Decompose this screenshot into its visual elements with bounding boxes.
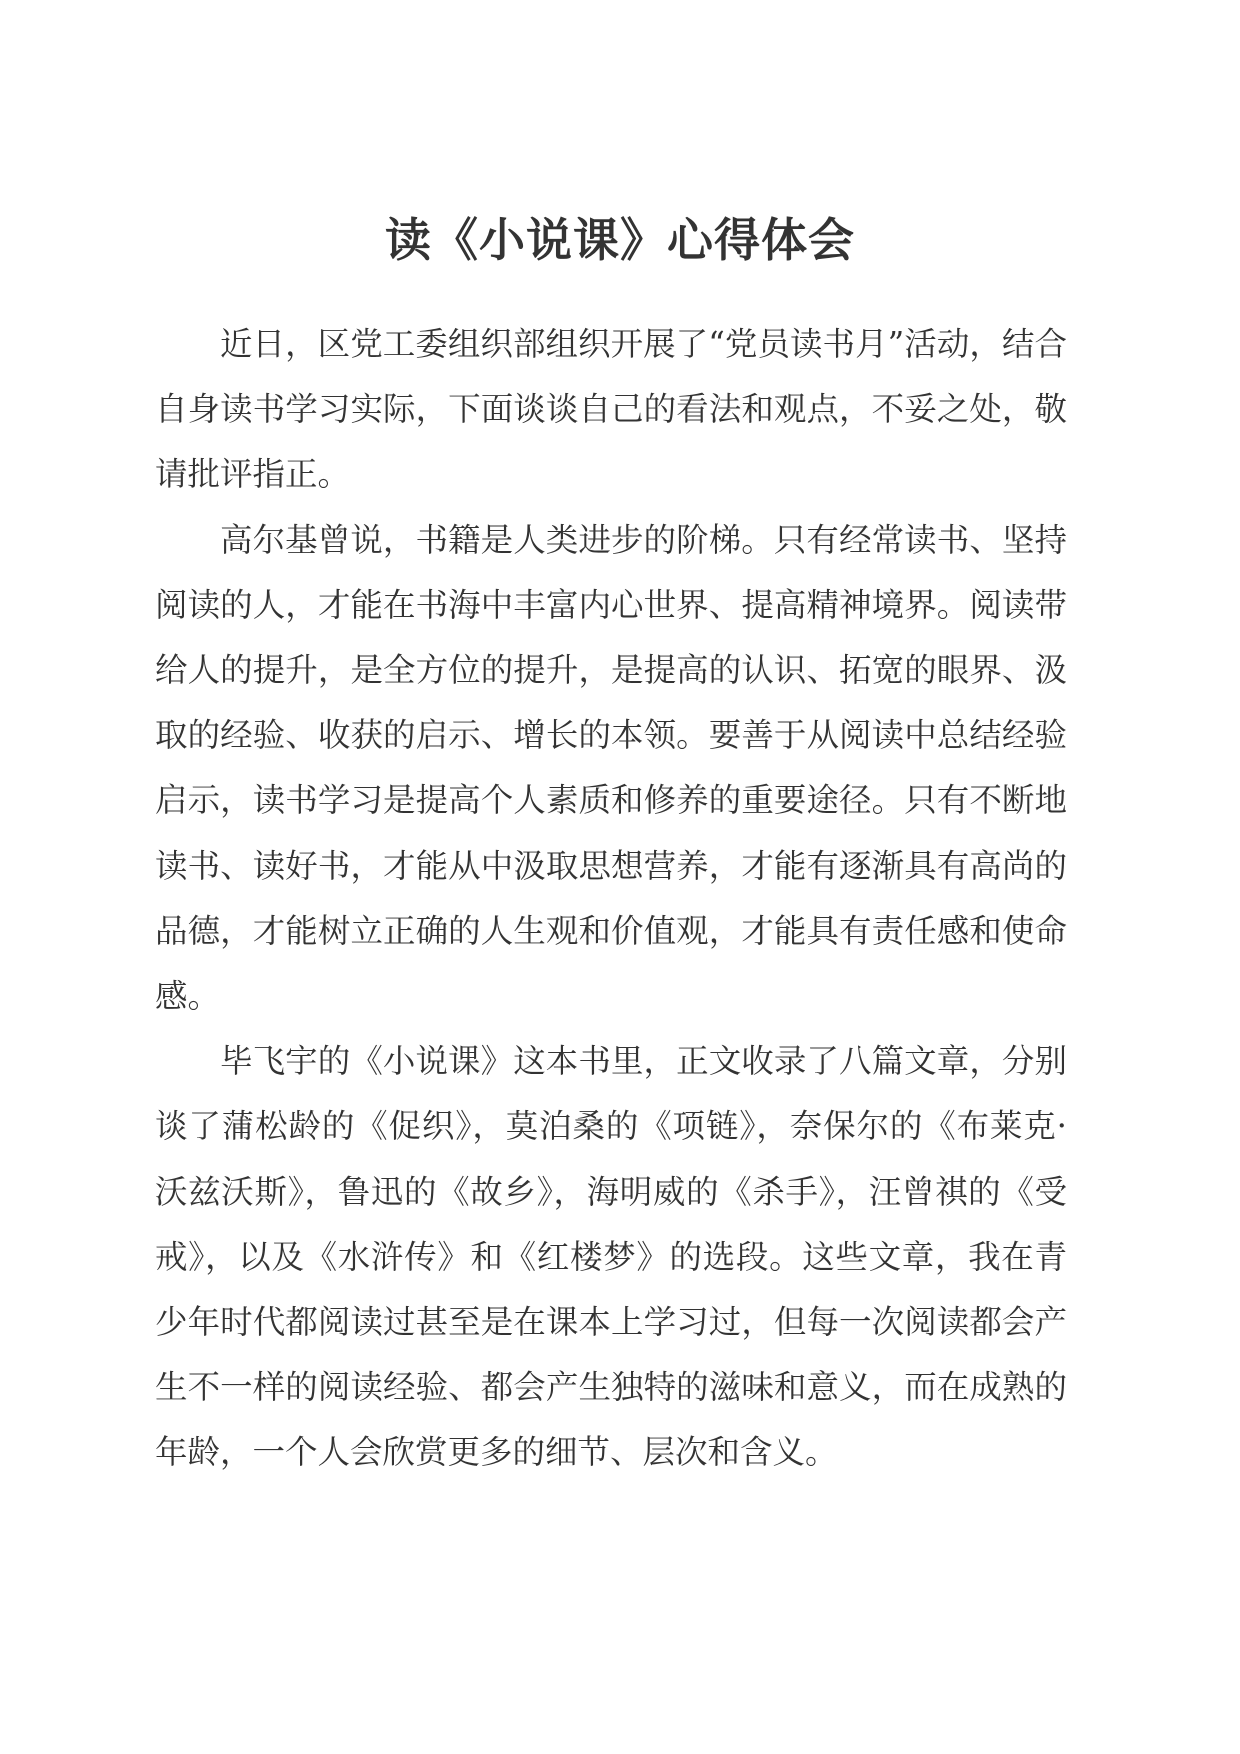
document-body <box>155 312 1067 1486</box>
paragraph-gorky-quote: 高尔基曾说，书籍是人类进步的阶梯。只有经常读书、坚持阅读的人，才能在书海中丰富内心世界、提高精神境界。阅读带给人的提升，是全方位的提升，是提高的认识、拓宽的眼界、汲取的经验、收获的启示、增长的本领。要善于从阅读中总结经验启示，读书学习是提高个人素质和修养的重要途径。只有不断地读书、读好书，才能从中汲取思想营养，才能有逐渐具有高尚的品德，才能树立正确的人生观和价值观，才能具有责任感和使命感。 <box>155 520 1067 1016</box>
document-title: 读《小说课》心得体会 <box>385 213 855 267</box>
paragraph-book-contents: 毕飞宇的《小说课》这本书里，正文收录了八篇文章，分别谈了蒲松龄的《促织》，莫泊桑的《项链》，奈保尔的《布莱克·沃兹沃斯》，鲁迅的《故乡》，海明威的《杀手》，汪曾祺的《受戒》，以及《水浒传》和《红楼梦》的选段。这些文章，我在青少年时代都阅读过甚至是在课本上学习过，但每一次阅读都会产生不一样的阅读经验、都会产生独特的滋味和意义，而在成熟的年龄，一个人会欣赏更多的细节、层次和含义。 <box>155 1042 1067 1472</box>
paragraph-intro: 近日，区党工委组织部组织开展了“党员读书月”活动，结合自身读书学习实际，下面谈谈自己的看法和观点，不妥之处，敬请批评指正。 <box>155 325 1067 494</box>
